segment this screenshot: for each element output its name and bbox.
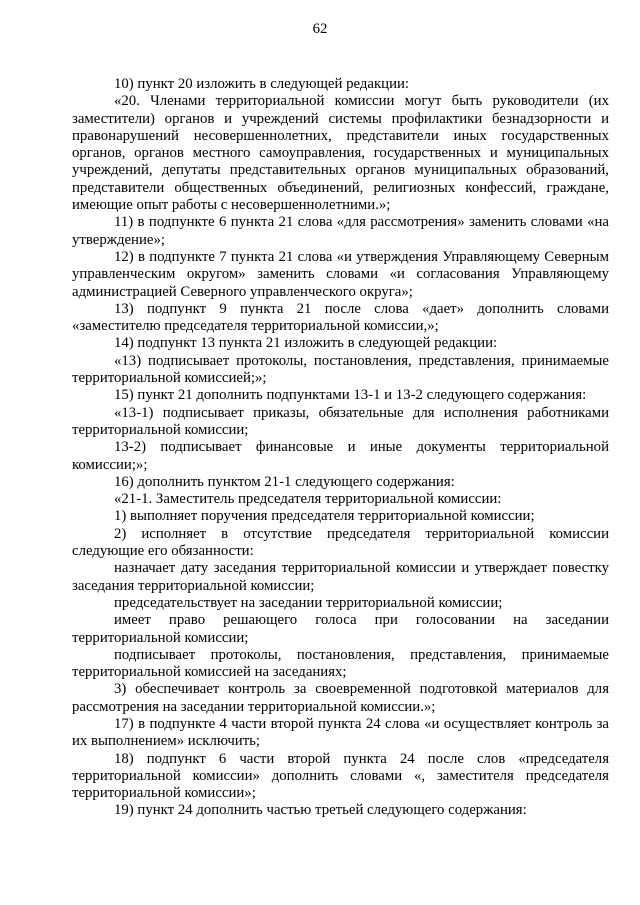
paragraph-subpoint-13-text: «13) подписывает протоколы, постановления, представления, принимаемые территориальной комиссией;»;: [72, 352, 609, 387]
paragraph-point-20-text: «20. Членами территориальной комиссии могут быть руководители (их заместители) органов и учреждений системы профилактики безнадзорности и правонарушений несовершеннолетних, представители иных государственных органов, органов местного самоуправления, государственных и муниципальных учреждений, депутаты представительных органов муниципальных образований, представители общественных объединений, религиозных конфессий, граждане, имеющие опыт работы с несовершеннолетними.»;: [72, 93, 609, 214]
paragraph-duty-2-c: имеет право решающего голоса при голосовании на заседании территориальной комиссии;: [72, 612, 609, 646]
page-number: 62: [312, 21, 328, 37]
paragraph-item-15: 15) пункт 21 дополнить подпунктами 13-1 и 13-2 следующего содержания:: [114, 387, 587, 404]
paragraph-item-16: 16) дополнить пунктом 21-1 следующего содержания:: [114, 473, 455, 490]
paragraph-item-19: 19) пункт 24 дополнить частью третьей следующего содержания:: [114, 802, 527, 819]
paragraph-item-12: 12) в подпункте 7 пункта 21 слова «и утверждения Управляющему Северным управленческим округом» заменить словами «и согласования Управляющему администрацией Северного управленческого округа»;: [72, 248, 609, 300]
paragraph-duty-2-a: назначает дату заседания территориальной комиссии и утверждает повестку заседания территориальной комиссии;: [72, 560, 609, 594]
paragraph-item-13: 13) подпункт 9 пункта 21 после слова «дает» дополнить словами «заместителю председателя территориальной комиссии,»;: [72, 300, 609, 335]
paragraph-point-21-1-heading: «21-1. Заместитель председателя территориальной комиссии:: [114, 491, 502, 508]
paragraph-duty-2: 2) исполняет в отсутствие председателя территориальной комиссии следующие его обязанности:: [72, 525, 609, 560]
paragraph-subpoint-13-2: 13-2) подписывает финансовые и иные документы территориальной комиссии;»;: [72, 439, 609, 473]
paragraph-item-17: 17) в подпункте 4 части второй пункта 24 слова «и осуществляет контроль за их выполнением» исключить;: [72, 715, 609, 750]
paragraph-subpoint-13-1: «13-1) подписывает приказы, обязательные для исполнения работниками территориальной комиссии;: [72, 404, 609, 438]
paragraph-item-14: 14) подпункт 13 пункта 21 изложить в следующей редакции:: [114, 335, 498, 352]
paragraph-duty-2-b: председательствует на заседании территориальной комиссии;: [114, 594, 503, 611]
document-body: [72, 76, 609, 820]
paragraph-item-18: 18) подпункт 6 части второй пункта 24 после слов «председателя территориальной комиссии» дополнить словами «, заместителя председателя территориальной комиссии»;: [72, 750, 609, 802]
paragraph-item-11: 11) в подпункте 6 пункта 21 слова «для рассмотрения» заменить словами «на утверждение»;: [72, 214, 609, 248]
paragraph-duty-1: 1) выполняет поручения председателя территориальной комиссии;: [114, 508, 535, 525]
paragraph-duty-3: 3) обеспечивает контроль за своевременной подготовкой материалов для рассмотрения на заседании территориальной комиссии.»;: [72, 681, 609, 715]
paragraph-duty-2-d: подписывает протоколы, постановления, представления, принимаемые территориальной комиссией на заседаниях;: [72, 646, 609, 681]
paragraph-item-10: 10) пункт 20 изложить в следующей редакции:: [114, 76, 410, 92]
